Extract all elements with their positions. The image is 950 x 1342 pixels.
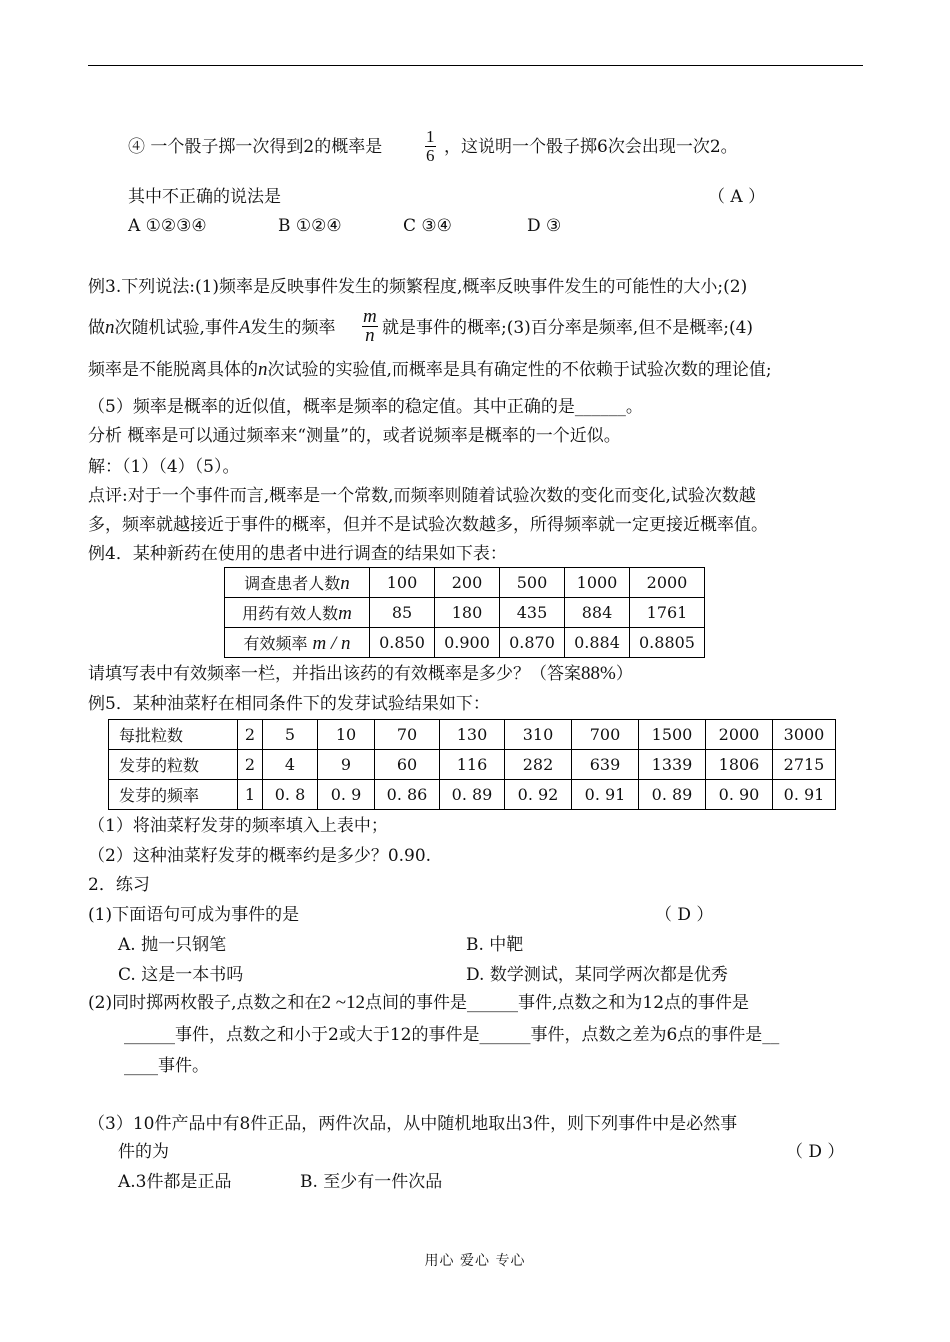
example-5-title: 例5．某种油菜籽在相同条件下的发芽试验结果如下： <box>88 694 490 714</box>
header-rule <box>88 65 863 66</box>
table-cell: 0.884 <box>565 628 630 658</box>
page-footer: 用心 爱心 专心 <box>424 1253 526 1269</box>
statement-4-pre: ④ 一个骰子掷一次得到2的概率是 <box>128 137 383 157</box>
table-cell: 100 <box>370 568 435 598</box>
statement-4-post: ，这说明一个骰子掷6次会出现一次2。 <box>444 137 738 157</box>
table-cell: 60 <box>375 750 440 780</box>
table-cell: 0.8805 <box>630 628 705 658</box>
practice-3-line-1: （3）10件产品中有8件正品，两件次品，从中随机地取出3件，则下列事件中是必然事 <box>88 1114 738 1134</box>
practice-1-option-d: D. 数学测试，某同学两次都是优秀 <box>466 965 728 985</box>
table-cell: 1339 <box>639 750 706 780</box>
example-3-solution: 解：（1）（4）（5）。 <box>88 457 240 477</box>
table-cell: 2000 <box>706 720 773 750</box>
example-3-comment-2: 多，频率就越接近于事件的概率，但并不是试验次数越多，所得频率就一定更接近概率值。 <box>88 515 768 535</box>
table-cell: 884 <box>565 598 630 628</box>
row-label: 用药有效人数m <box>225 598 370 628</box>
table-cell: 1500 <box>639 720 706 750</box>
table-row <box>109 780 836 810</box>
table-row <box>225 598 705 628</box>
table-cell: 1000 <box>565 568 630 598</box>
table-cell: 700 <box>572 720 639 750</box>
table-cell: 639 <box>572 750 639 780</box>
practice-3-option-a: A.3件都是正品 <box>118 1172 232 1192</box>
table-row <box>225 568 705 598</box>
practice-1-stem: (1)下面语句可成为事件的是 <box>88 905 300 925</box>
option-d: D ③ <box>527 216 562 236</box>
example-3-line-1: 例3.下列说法:(1)频率是反映事件发生的频繁程度,概率反映事件发生的可能性的大小;(2) <box>88 277 748 297</box>
table-cell: 0. 89 <box>639 780 706 810</box>
row-label: 有效频率 m / n <box>225 628 370 658</box>
question-stem: 其中不正确的说法是 <box>128 187 281 207</box>
practice-3-answer: （ D ） <box>786 1142 845 1162</box>
row-label: 调查患者人数n <box>225 568 370 598</box>
variable-n: n <box>105 317 115 338</box>
table-cell: 1806 <box>706 750 773 780</box>
table-cell: 1 <box>238 780 263 810</box>
table-cell: 9 <box>318 750 375 780</box>
table-cell: 130 <box>440 720 505 750</box>
example-3-line-2: 做n次随机试验,事件A发生的频率 <box>88 317 336 338</box>
table-cell: 70 <box>375 720 440 750</box>
example-5-q1: （1）将油菜籽发芽的频率填入上表中； <box>88 816 388 836</box>
table-cell: 0.850 <box>370 628 435 658</box>
table-cell: 200 <box>435 568 500 598</box>
row-label: 发芽的频率 <box>109 780 238 810</box>
germination-table <box>108 719 836 810</box>
table-cell: 0. 8 <box>263 780 318 810</box>
fraction-m-over-n: $\frac{m}{n}$ <box>363 306 377 346</box>
table-cell: 2 <box>238 750 263 780</box>
table-cell: 0. 91 <box>572 780 639 810</box>
example-4-title: 例4．某种新药在使用的患者中进行调查的结果如下表： <box>88 544 507 564</box>
practice-2-line-1: (2)同时掷两枚骰子,点数之和在2 ~12点间的事件是______事件,点数之和为12点的事件是 <box>88 992 750 1013</box>
table-cell: 0. 86 <box>375 780 440 810</box>
table-cell: 0. 91 <box>773 780 836 810</box>
table-cell: 0. 9 <box>318 780 375 810</box>
row-label: 每批粒数 <box>109 720 238 750</box>
variable-a: A <box>238 317 251 338</box>
question-answer: （ A ） <box>708 187 766 207</box>
practice-2-line-2: ______事件，点数之和小于2或大于12的事件是______事件，点数之差为6点的事件是__ <box>124 1025 780 1045</box>
table-cell: 0. 90 <box>706 780 773 810</box>
example-3-line-3: 频率是不能脱离具体的n次试验的实验值,而概率是具有确定性的不依赖于试验次数的理论值; <box>88 359 772 380</box>
row-label: 发芽的粒数 <box>109 750 238 780</box>
table-cell: 10 <box>318 720 375 750</box>
table-cell: 1761 <box>630 598 705 628</box>
practice-1-option-b: B. 中靶 <box>466 935 524 955</box>
table-cell: 5 <box>263 720 318 750</box>
example-3-line-2-post: 就是事件的概率;(3)百分率是频率,但不是概率;(4) <box>382 318 754 338</box>
table-cell: 435 <box>500 598 565 628</box>
option-b: B ①②④ <box>278 216 342 236</box>
example-3-analysis: 分析 概率是可以通过频率来“测量”的，或者说频率是概率的一个近似。 <box>88 426 621 446</box>
table-row <box>109 750 836 780</box>
table-cell: 0.870 <box>500 628 565 658</box>
table-row <box>109 720 836 750</box>
table-cell: 4 <box>263 750 318 780</box>
table-cell: 85 <box>370 598 435 628</box>
table-cell: 0. 92 <box>505 780 572 810</box>
example-5-q2: （2）这种油菜籽发芽的概率约是多少？0.90. <box>88 846 432 866</box>
table-cell: 2715 <box>773 750 836 780</box>
fraction-one-sixth <box>425 128 436 165</box>
practice-3-line-2: 件的为 <box>118 1142 169 1162</box>
example-4-question: 请填写表中有效频率一栏，并指出该药的有效概率是多少？（答案88%） <box>88 663 633 684</box>
table-cell: 3000 <box>773 720 836 750</box>
example-3-comment-1: 点评:对于一个事件而言,概率是一个常数,而频率则随着试验次数的变化而变化,试验次数越 <box>88 486 756 506</box>
table-cell: 180 <box>435 598 500 628</box>
practice-heading: 2．练习 <box>88 875 150 895</box>
practice-3-option-b: B. 至少有一件次品 <box>300 1172 443 1192</box>
table-cell: 2000 <box>630 568 705 598</box>
table-cell: 282 <box>505 750 572 780</box>
drug-results-table <box>224 567 705 658</box>
fraction-denominator: 6 <box>426 146 435 165</box>
practice-1-option-c: C. 这是一本书吗 <box>118 965 244 985</box>
table-row <box>225 628 705 658</box>
table-cell: 0.900 <box>435 628 500 658</box>
option-a: A ①②③④ <box>128 216 207 236</box>
practice-1-option-a: A. 抛一只钢笔 <box>118 935 227 955</box>
example-3-line-4: （5）频率是概率的近似值，概率是频率的稳定值。其中正确的是______。 <box>88 397 643 417</box>
table-cell: 116 <box>440 750 505 780</box>
fraction-numerator: 1 <box>426 127 435 146</box>
table-cell: 2 <box>238 720 263 750</box>
table-cell: 310 <box>505 720 572 750</box>
practice-1-answer: （ D ） <box>655 905 714 925</box>
table-cell: 500 <box>500 568 565 598</box>
table-cell: 0. 89 <box>440 780 505 810</box>
option-c: C ③④ <box>403 216 452 236</box>
practice-2-line-3: ____事件。 <box>124 1056 209 1076</box>
